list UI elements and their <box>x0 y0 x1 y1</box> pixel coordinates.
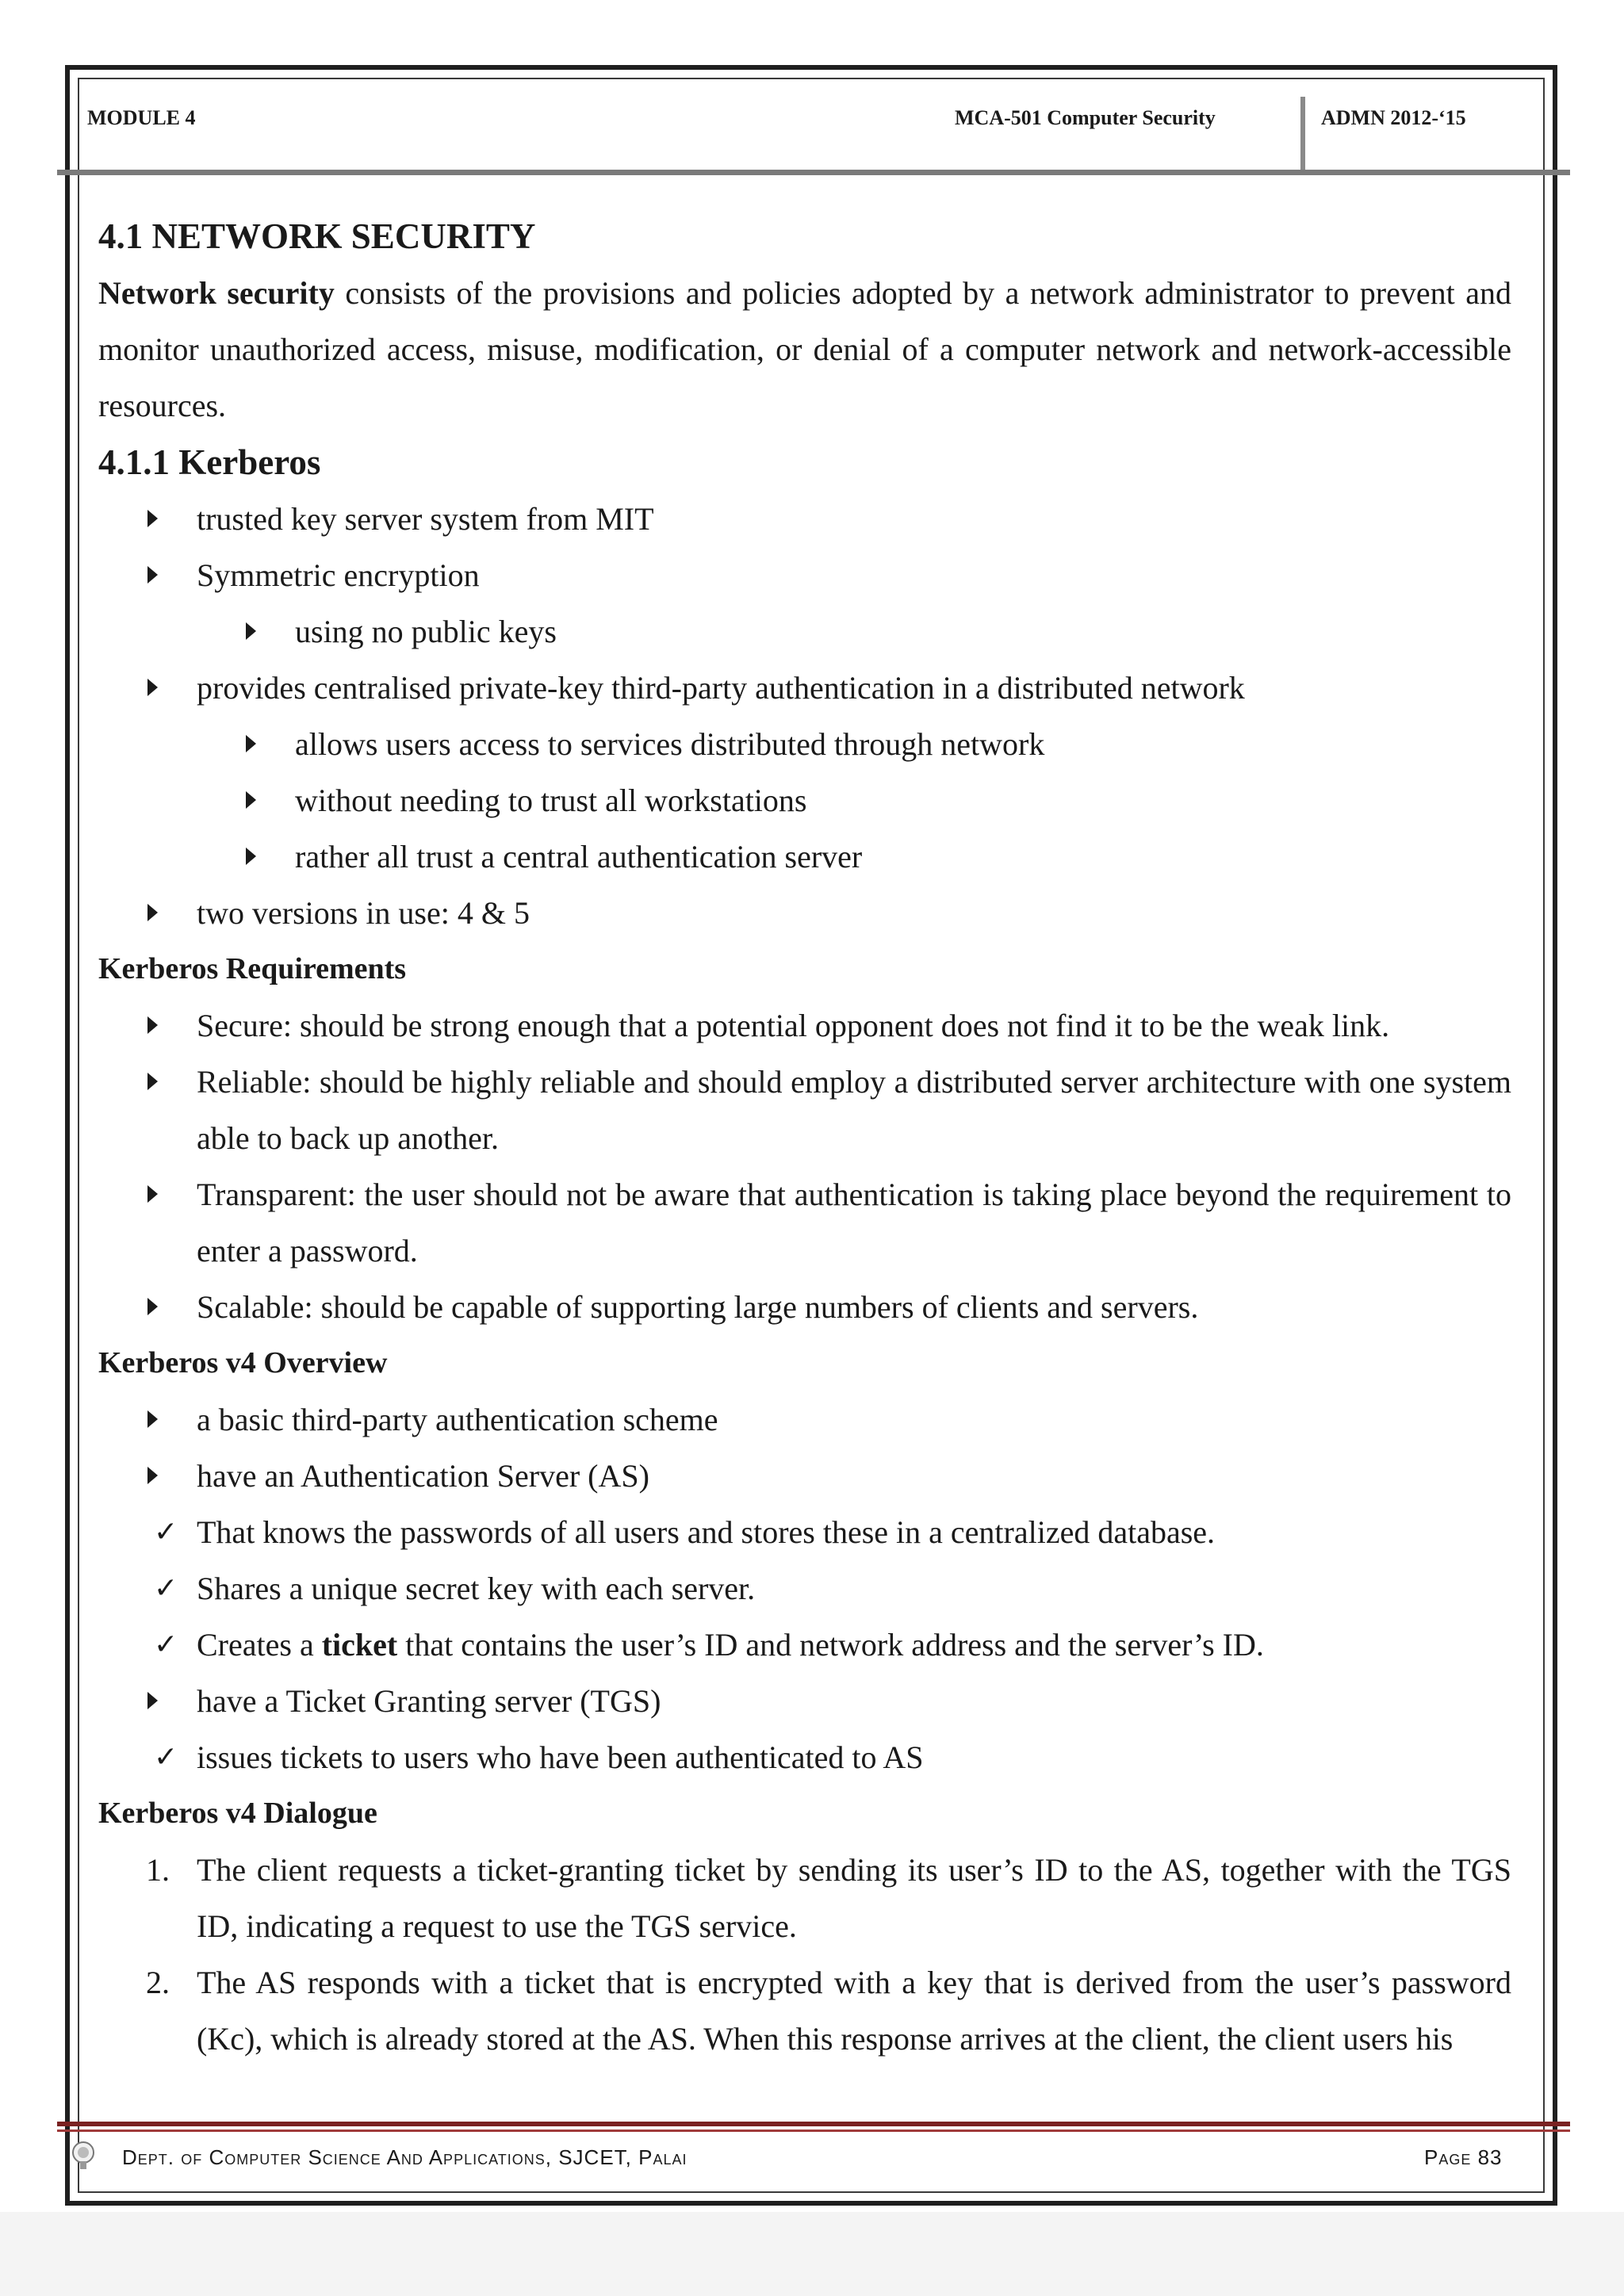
footer-rule-thin <box>57 2130 1570 2132</box>
requirements-title: Kerberos Requirements <box>98 952 407 985</box>
triangle-bullet-icon <box>147 1166 158 1223</box>
triangle-bullet-icon <box>246 716 256 772</box>
document-body <box>98 208 1511 2067</box>
list-item: without needing to trust all workstations <box>98 772 1511 828</box>
triangle-bullet-icon <box>147 491 158 547</box>
header-admn: ADMN 2012-‘15 <box>1321 106 1466 129</box>
list-item: allows users access to services distributed through network <box>98 716 1511 772</box>
footer-department: Dept. of Computer Science And Applications, SJCET, Palai <box>122 2145 688 2169</box>
triangle-bullet-icon <box>246 603 256 660</box>
list-item: ✓ issues tickets to users who have been authenticated to AS <box>98 1729 1511 1785</box>
page-margin-background <box>0 2212 1624 2296</box>
triangle-bullet-icon <box>147 997 158 1054</box>
triangle-bullet-icon <box>246 828 256 885</box>
triangle-bullet-icon <box>147 1448 158 1504</box>
list-item: rather all trust a central authentication server <box>98 828 1511 885</box>
item-number: 2. <box>146 1965 170 2000</box>
triangle-bullet-icon <box>147 1673 158 1729</box>
triangle-bullet-icon <box>246 772 256 828</box>
item-number: 1. <box>146 1852 170 1888</box>
triangle-bullet-icon <box>147 660 158 716</box>
list-item: provides centralised private-key third-party authentication in a distributed network <box>98 660 1511 716</box>
dialogue-title: Kerberos v4 Dialogue <box>98 1797 377 1830</box>
list-item: have an Authentication Server (AS) <box>98 1448 1511 1504</box>
list-item: Secure: should be strong enough that a potential opponent does not find it to be the weak link. <box>98 997 1511 1054</box>
footer-rule <box>57 2122 1570 2126</box>
list-item: Symmetric encryption <box>98 547 1511 603</box>
list-item: ✓ Creates a ticket that contains the user’s ID and network address and the server’s ID. <box>98 1617 1511 1673</box>
checkmark-icon: ✓ <box>154 1516 178 1548</box>
checkmark-icon: ✓ <box>154 1572 178 1604</box>
header-course: MCA-501 Computer Security <box>955 106 1216 129</box>
list-item: Reliable: should be highly reliable and should employ a distributed server architecture with one system able to back up another. <box>98 1054 1511 1166</box>
list-item: trusted key server system from MIT <box>98 491 1511 547</box>
header-module: MODULE 4 <box>87 106 196 129</box>
list-item: a basic third-party authentication scheme <box>98 1391 1511 1448</box>
triangle-bullet-icon <box>147 1054 158 1110</box>
overview-title: Kerberos v4 Overview <box>98 1346 388 1380</box>
header-rule <box>57 170 1570 175</box>
numbered-item: 2. The AS responds with a ticket that is encrypted with a key that is derived from the user’s password (Kc), which is already stored at the AS. When this response arrives at the client, the client users his <box>98 1954 1511 2067</box>
list-item: have a Ticket Granting server (TGS) <box>98 1673 1511 1729</box>
triangle-bullet-icon <box>147 885 158 941</box>
list-item: ✓ That knows the passwords of all users and stores these in a centralized database. <box>98 1504 1511 1560</box>
triangle-bullet-icon <box>147 1279 158 1335</box>
list-item: Transparent: the user should not be aware that authentication is taking place beyond the requirement to enter a password. <box>98 1166 1511 1279</box>
triangle-bullet-icon <box>147 547 158 603</box>
header-divider <box>1300 97 1305 170</box>
list-item: using no public keys <box>98 603 1511 660</box>
intro-text: consists of the provisions and policies adopted by a network administrator to prevent and monitor unauthorized access, misuse, modification, or denial of a computer network and network-accessible resources. <box>98 275 1511 423</box>
page-number: Page 83 <box>1424 2145 1503 2169</box>
checkmark-icon: ✓ <box>154 1741 178 1773</box>
list-item: Scalable: should be capable of supporting large numbers of clients and servers. <box>98 1279 1511 1335</box>
numbered-item: 1. The client requests a ticket-granting ticket by sending its user’s ID to the AS, together with the TGS ID, indicating a request to use the TGS service. <box>98 1842 1511 1954</box>
checkmark-icon: ✓ <box>154 1628 178 1660</box>
intro-term: Network security <box>98 275 335 311</box>
section-title: 4.1 NETWORK SECURITY <box>98 216 536 256</box>
college-logo-icon <box>70 2139 97 2171</box>
list-item: two versions in use: 4 & 5 <box>98 885 1511 941</box>
list-item: ✓ Shares a unique secret key with each server. <box>98 1560 1511 1617</box>
intro-paragraph <box>98 265 1511 434</box>
triangle-bullet-icon <box>147 1391 158 1448</box>
kerberos-title: 4.1.1 Kerberos <box>98 442 321 482</box>
